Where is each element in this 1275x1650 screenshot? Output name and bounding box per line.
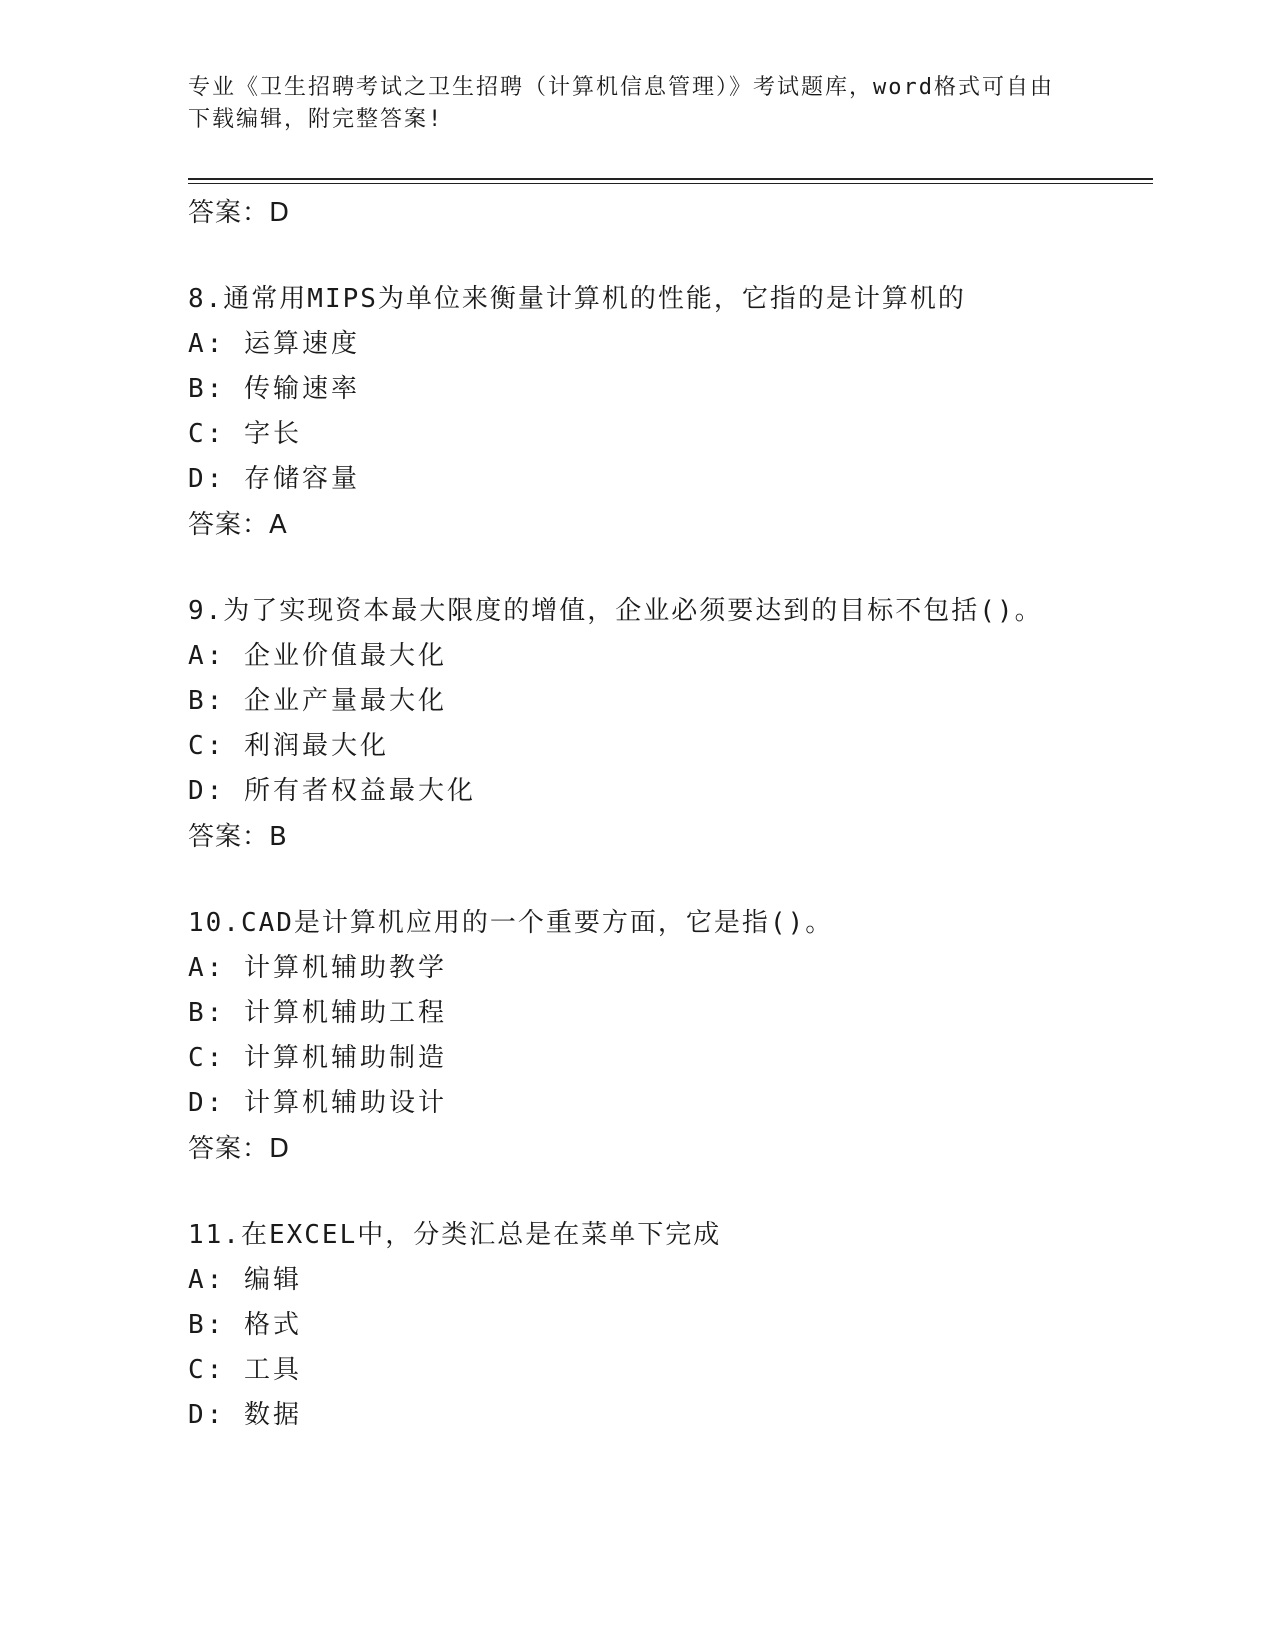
option-c: C: 计算机辅助制造 — [188, 1043, 447, 1073]
question-8 — [188, 276, 1153, 548]
header-divider-thin — [188, 183, 1153, 184]
option-d: D: 计算机辅助设计 — [188, 1088, 447, 1118]
option-a: A: 编辑 — [188, 1265, 302, 1295]
question-stem: 9.为了实现资本最大限度的增值，企业必须要达到的目标不包括()。 — [188, 596, 1043, 626]
option-d: D: 所有者权益最大化 — [188, 776, 476, 806]
option-b: B: 格式 — [188, 1310, 302, 1340]
header-divider-thick — [188, 178, 1153, 180]
question-11 — [188, 1212, 1153, 1438]
answer-line: 答案：A — [188, 510, 288, 540]
document-header: 专业《卫生招聘考试之卫生招聘（计算机信息管理）》考试题库，word格式可自由下载编辑，附完整答案! — [188, 75, 1054, 132]
option-a: A: 计算机辅助教学 — [188, 953, 447, 983]
document-body — [188, 190, 1153, 1438]
option-b: B: 传输速率 — [188, 374, 360, 404]
question-9 — [188, 588, 1153, 860]
option-c: C: 字长 — [188, 419, 302, 449]
question-stem: 10.CAD是计算机应用的一个重要方面，它是指()。 — [188, 908, 834, 938]
answer-line: 答案：D — [188, 198, 291, 228]
option-b: B: 计算机辅助工程 — [188, 998, 447, 1028]
option-a: A: 企业价值最大化 — [188, 641, 447, 671]
option-c: C: 工具 — [188, 1355, 302, 1385]
question-stem: 8.通常用MIPS为单位来衡量计算机的性能，它指的是计算机的 — [188, 284, 966, 314]
question-10 — [188, 900, 1153, 1172]
option-c: C: 利润最大化 — [188, 731, 389, 761]
option-b: B: 企业产量最大化 — [188, 686, 447, 716]
answer-line: 答案：D — [188, 1134, 291, 1164]
question-stem: 11.在EXCEL中，分类汇总是在菜单下完成 — [188, 1220, 722, 1250]
option-d: D: 存储容量 — [188, 464, 360, 494]
answer-line: 答案：B — [188, 822, 288, 852]
option-d: D: 数据 — [188, 1400, 302, 1430]
option-a: A: 运算速度 — [188, 329, 360, 359]
